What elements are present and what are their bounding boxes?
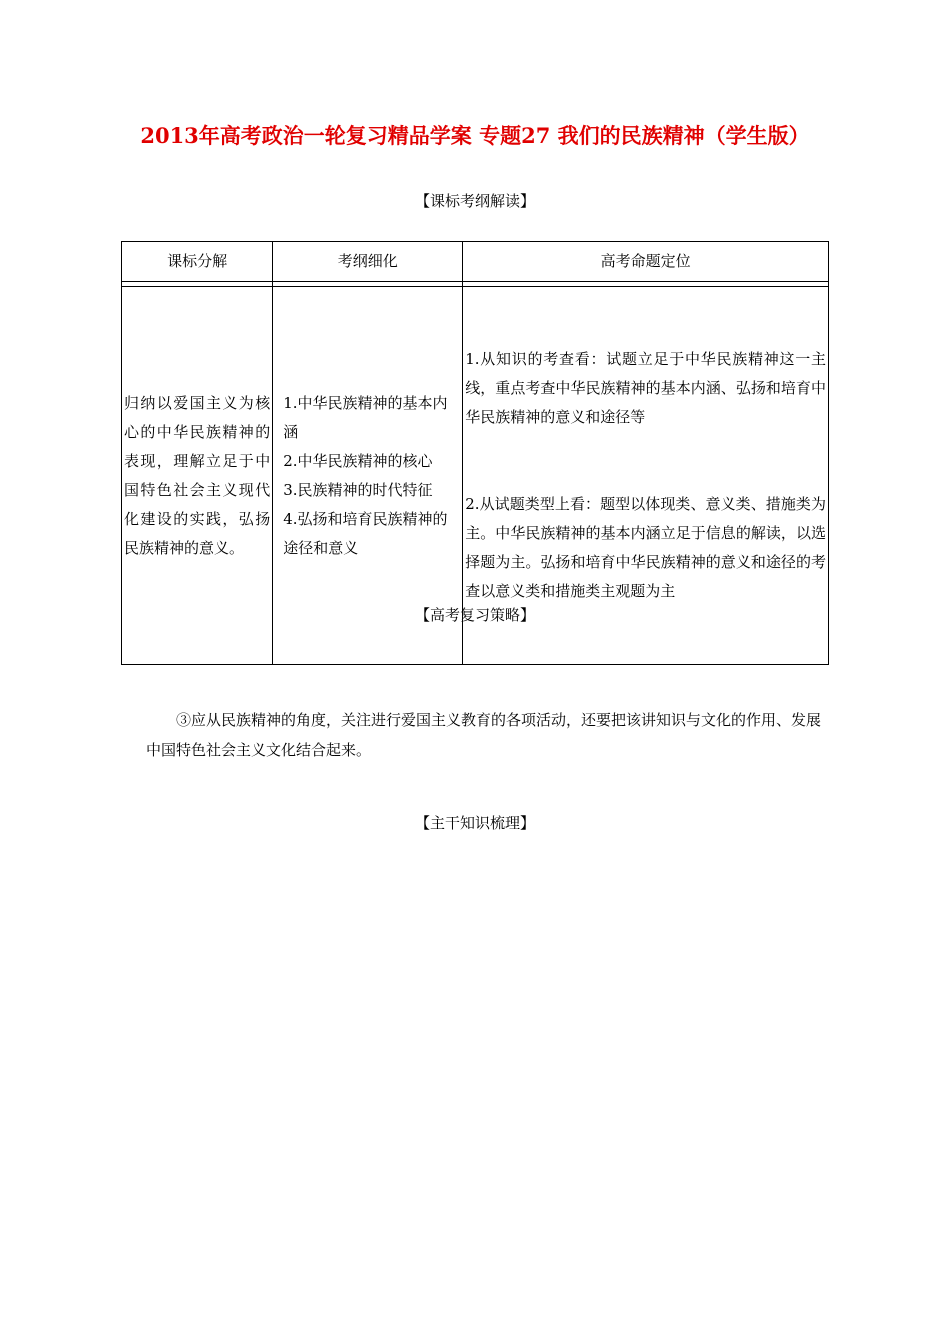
list-item: 1.中华民族精神的基本内涵	[283, 393, 448, 441]
table-cell-curriculum: 归纳以爱国主义为核心的中华民族精神的表现，理解立足于中国特色社会主义现代化建设的实践，弘扬民族精神的意义。	[122, 287, 273, 665]
table-header-cell: 高考命题定位	[463, 242, 829, 282]
list-item: 2.中华民族精神的核心	[283, 451, 433, 470]
list-item: 2.从试题类型上看：题型以体现类、意义类、措施类为主。中华民族精神的基本内涵立足于信息的解读，以选择题为主。弘扬和培育中华民族精神的意义和途径的考查以意义类和措施类主观题为主	[465, 495, 826, 600]
section-heading-strategy: 【高考复习策略】	[414, 606, 535, 624]
list-item: 3.民族精神的时代特征	[283, 480, 433, 499]
document-title: 2013年高考政治一轮复习精品学案 专题27 我们的民族精神（学生版）	[140, 123, 810, 148]
table-header-cell: 课标分解	[122, 242, 273, 282]
section-heading-knowledge: 【主干知识梳理】	[414, 814, 535, 832]
table-header-row	[122, 242, 829, 282]
strategy-paragraph: ③应从民族精神的角度，关注进行爱国主义教育的各项活动，还要把该讲知识与文化的作用、发展中国特色社会主义文化结合起来。	[146, 711, 822, 759]
list-item: 4.弘扬和培育民族精神的途径和意义	[283, 509, 448, 557]
table-header-cell: 考纲细化	[273, 242, 463, 282]
list-item: 1.从知识的考查看：试题立足于中华民族精神这一主线，重点考查中华民族精神的基本内涵、弘扬和培育中华民族精神的意义和途径等	[465, 350, 826, 426]
section-heading-outline: 【课标考纲解读】	[414, 192, 535, 210]
outline-table	[121, 241, 829, 665]
